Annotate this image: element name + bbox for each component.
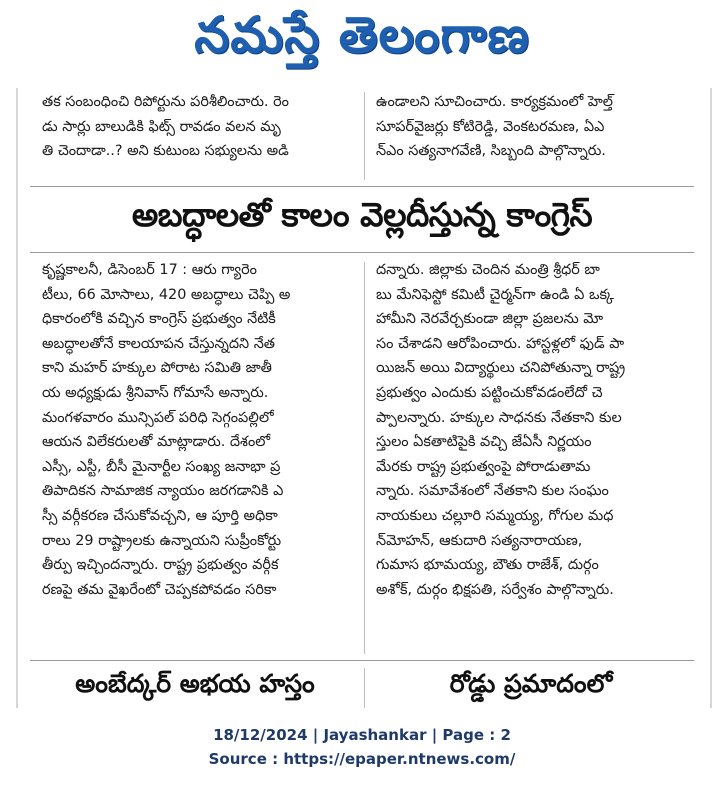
main-article-right-column bbox=[376, 258, 684, 654]
main-article-left-column bbox=[42, 258, 356, 654]
text-line: స్సీ వర్గీకరణ చేసుకోవచ్చని, ఆ పూర్తి అధికా bbox=[42, 507, 278, 524]
text-line: ఎస్సీ, ఎస్టీ, బీసీ మైనార్టీల సంఖ్య జనాభా ప్ర bbox=[42, 458, 281, 475]
text-line: హామీని నెరవేర్చకుండా జిల్లా ప్రజలను మో bbox=[376, 311, 604, 328]
footer-date-edition: 18/12/2024 | Jayashankar | Page : 2 bbox=[213, 726, 511, 744]
text-line: స్తులం ఏకతాటిపైకి వచ్చి జేఏసీ నిర్ణయం bbox=[376, 434, 592, 451]
top-article-left-column bbox=[42, 90, 354, 186]
text-line: యిజన్ అయి విద్యార్థులు చనిపోతున్నా రాష్ట్ర bbox=[376, 360, 626, 377]
text-line: ధికారంలోకి వచ్చిన కాంగ్రెస్ ప్రభుత్వం నేటికీ bbox=[42, 311, 276, 328]
text-line: న్నారు. సమావేశంలో నేతకాని కుల సంఘం bbox=[376, 483, 609, 500]
text-line: నాయకులు చల్లూరి సమ్మయ్య, గోగుల మధ bbox=[376, 507, 614, 524]
text-line: రాలు 29 రాష్ట్రాలకు ఉన్నాయని సుప్రీంకోర్టు bbox=[42, 532, 282, 549]
headline-bottom-rule bbox=[30, 252, 694, 253]
text-line: సం చేశాడని ఆరోపించారు. హాస్టళ్లలో ఫుడ్ పా bbox=[376, 335, 625, 352]
text-line: న్‌ఎం సత్యనాగవేణి, సిబ్బంది పాల్గొన్నారు. bbox=[376, 143, 606, 160]
main-headline: అబద్ధాలతో కాలం వెల్లదీస్తున్న కాంగ్రెస్ bbox=[131, 194, 593, 234]
text-line: మంగళవారం మున్సిపల్ పరిధి సెగ్గంపల్లిలో bbox=[42, 409, 274, 426]
top-article-right-column bbox=[376, 90, 684, 186]
text-line: ఆయన విలేకరులతో మాట్లాడారు. దేశంలో bbox=[42, 434, 271, 451]
bottom-right-headline: రోడ్డు ప్రమాదంలో bbox=[449, 669, 613, 698]
newspaper-logo-title: నమస్తే తెలంగాణ bbox=[194, 5, 530, 64]
text-line: గుమాస భూమయ్య, బౌతు రాజేశ్, దుర్గం bbox=[376, 557, 599, 574]
text-line: ప్రభుత్వం ఎందుకు పట్టించుకోవడంలేదో చె bbox=[376, 384, 603, 401]
text-line: కాని మహర్ హక్కుల పోరాట సమితి జాతీ bbox=[42, 360, 272, 377]
text-line: న్‌మోహన్, ఆకుదారి సత్యనారాయణ, bbox=[376, 532, 583, 549]
text-line: ప్పాలన్నారు. హక్కుల సాధనకు నేతకాని కుల bbox=[376, 409, 622, 426]
text-line: ఉండాలని సూచించారు. కార్యక్రమంలో హెల్త్ bbox=[376, 94, 613, 110]
text-line: తీర్పు ఇచ్చిందన్నారు. రాష్ట్ర ప్రభుత్వం వర్గీక bbox=[42, 557, 279, 574]
headline-top-rule bbox=[30, 186, 694, 187]
text-line: సూపర్‌వైజర్లు కోటిరెడ్డి, వెంకటరమణ, ఏఎ bbox=[376, 118, 605, 135]
text-line: డు సార్లు బాలుడికి ఫిట్స్ రావడం వలన మృ bbox=[42, 118, 281, 135]
text-line: టీలు, 66 మోసాలు, 420 అబద్ధాలు చెప్పి అ bbox=[42, 286, 291, 303]
masthead bbox=[0, 0, 724, 82]
text-line: తి చెందాడా..? అని కుటుంబ సభ్యులను అడి bbox=[42, 143, 289, 160]
bottom-section-rule bbox=[30, 660, 694, 661]
text-line: కృష్ణకాలనీ, డిసెంబర్ 17 : ఆరు గ్యారెం bbox=[42, 262, 257, 278]
footer-source: Source : https://epaper.ntnews.com/ bbox=[208, 750, 516, 768]
text-line: బు మేనిఫెస్టో కమిటీ చైర్మన్‌గా ఉండి ఏ ఒక్క bbox=[376, 286, 614, 303]
text-line: తక సంబంధించి రిపోర్టును పరిశీలించారు. రెం bbox=[42, 94, 289, 110]
text-line: అశోక్, దుర్గం భిక్షపతి, సర్వేశం పాల్గొన్నారు. bbox=[376, 581, 614, 598]
text-line: దన్నారు. జిల్లాకు చెందిన మంత్రి శ్రీధర్ బా bbox=[376, 262, 600, 278]
text-line: తిపాదికన సామాజిక న్యాయం జరగడానికి ఎ bbox=[42, 483, 284, 500]
text-line: అబద్ధాలతోనే కాలయాపన చేస్తున్నదని నేత bbox=[42, 335, 275, 352]
top-column-divider bbox=[364, 92, 365, 180]
text-line: మేరకు రాష్ట్ర ప్రభుత్వంపై పోరాడుతామ bbox=[376, 458, 591, 475]
text-line: రణపై తమ వైఖరేంటో చెప్పకపోవడం సరికా bbox=[42, 581, 277, 598]
bottom-left-headline: అంబేద్కర్ అభయ హస్తం bbox=[75, 669, 315, 698]
text-line: య అధ్యక్షుడు శ్రీనివాస్ గోమాసే అన్నారు. bbox=[42, 384, 269, 401]
main-column-divider bbox=[364, 262, 365, 654]
bottom-column-divider bbox=[364, 668, 365, 708]
